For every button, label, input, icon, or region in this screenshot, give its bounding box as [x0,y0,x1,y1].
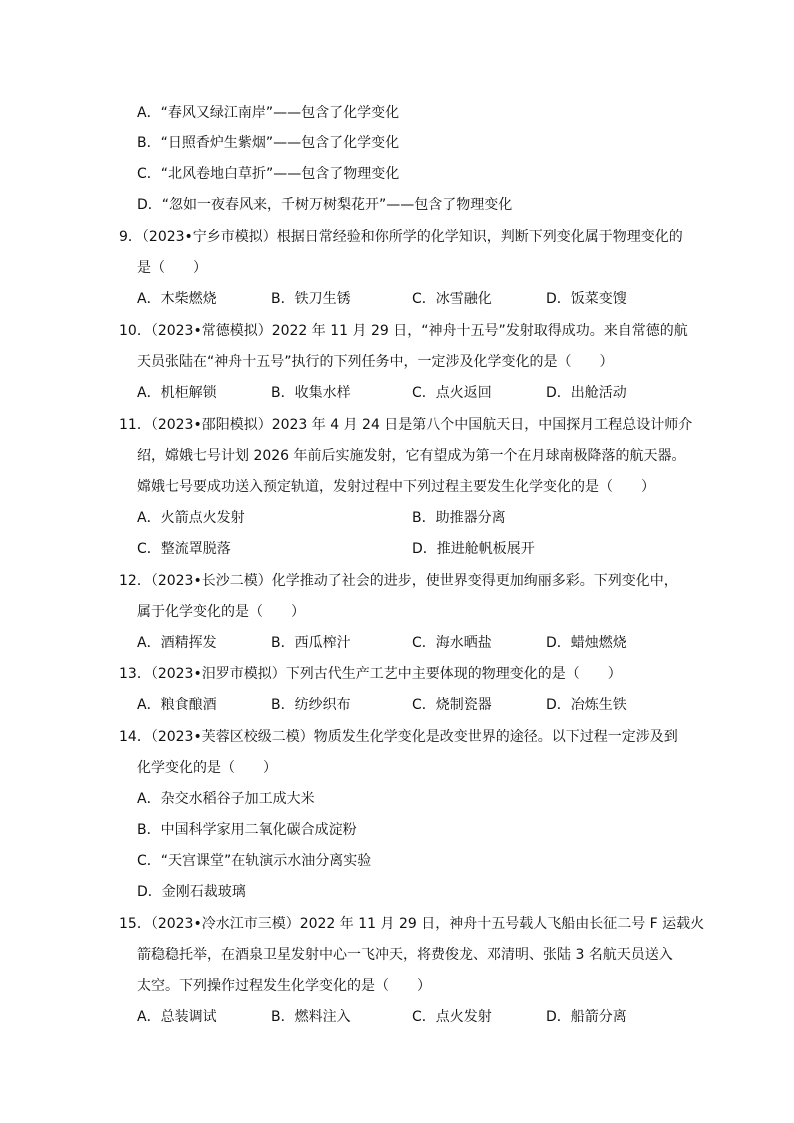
q8-option-b: B．“日照香炉生紫烟”——包含了化学变化 [137,135,400,151]
q14-option-d: D．金刚石裁玻璃 [137,884,246,900]
q13-option-b: B．纺纱织布 [271,697,351,713]
q15-option-d: D．船箭分离 [546,1009,627,1025]
q9-option-c: C．冰雪融化 [412,291,492,307]
q10-stem-line-1: 10．（2023•常德模拟）2022 年 11 月 29 日，“神舟十五号”发射取得成功。来自常德的航 [119,323,688,339]
q15-stem-line-3: 太空。下列操作过程发生化学变化的是（ ） [137,978,431,994]
q11-stem-line-1: 11．（2023•邵阳模拟）2023 年 4 月 24 日是第八个中国航天日，中国探月工程总设计师介 [119,417,693,433]
q12-option-c: C．海水晒盐 [412,635,492,651]
q13-stem-line-1: 13．（2023•汨罗市模拟）下列古代生产工艺中主要体现的物理变化的是（ ） [119,666,622,682]
q15-option-c: C．点火发射 [412,1009,492,1025]
q12-option-d: D．蜡烛燃烧 [546,635,627,651]
q12-option-b: B．西瓜榨汁 [271,635,351,651]
q10-option-a: A．机柜解锁 [137,385,217,401]
q14-option-b: B．中国科学家用二氧化碳合成淀粉 [137,822,357,838]
q10-option-c: C．点火返回 [412,385,492,401]
q11-stem-line-2: 绍，嫦娥七号计划 2026 年前后实施发射，它有望成为第一个在月球南极降落的航天器。 [137,448,686,464]
q13-option-a: A．粮食酿酒 [137,697,217,713]
q13-option-d: D．冶炼生铁 [546,697,627,713]
q12-stem-line-1: 12．（2023•长沙二模）化学推动了社会的进步，使世界变得更加绚丽多彩。下列变化中， [119,573,678,589]
q14-option-a: A．杂交水稻谷子加工成大米 [137,791,315,807]
q8-option-a: A．“春风又绿江南岸”——包含了化学变化 [137,105,400,121]
q9-option-d: D．饭菜变馊 [546,291,627,307]
q10-stem-line-2: 天员张陆在“神舟十五号”执行的下列任务中，一定涉及化学变化的是（ ） [137,354,614,370]
q10-option-d: D．出舱活动 [546,385,627,401]
q14-stem-line-2: 化学变化的是（ ） [137,760,277,776]
q11-option-d: D．推进舱帆板展开 [412,541,535,557]
q9-stem-line-2: 是（ ） [137,260,207,276]
q11-option-a: A．火箭点火发射 [137,510,245,526]
q9-option-b: B．铁刀生锈 [271,291,351,307]
q12-stem-line-2: 属于化学变化的是（ ） [137,604,305,620]
q8-option-c: C．“北风卷地白草折”——包含了物理变化 [137,166,400,182]
q15-option-b: B．燃料注入 [271,1009,351,1025]
q15-option-a: A．总装调试 [137,1009,217,1025]
q11-stem-line-3: 嫦娥七号要成功送入预定轨道，发射过程中下列过程主要发生化学变化的是（ ） [137,479,655,495]
q11-option-b: B．助推器分离 [412,510,506,526]
q14-stem-line-1: 14．（2023•芙蓉区校级二模）物质发生化学变化是改变世界的途径。以下过程一定涉及到 [119,729,678,745]
q9-stem-line-1: 9．（2023•宁乡市模拟）根据日常经验和你所学的化学知识，判断下列变化属于物理变化的 [119,229,683,245]
q13-option-c: C．烧制瓷器 [412,697,492,713]
q15-stem-line-1: 15．（2023•冷水江市三模）2022 年 11 月 29 日，神舟十五号载人飞船由长征二号 F 运载火 [119,916,705,932]
q15-stem-line-2: 箭稳稳托举，在酒泉卫星发射中心一飞冲天，将费俊龙、邓清明、张陆 3 名航天员送入 [137,947,673,963]
q11-option-c: C．整流罩脱落 [137,541,231,557]
q10-option-b: B．收集水样 [271,385,351,401]
q12-option-a: A．酒精挥发 [137,635,217,651]
q9-option-a: A．木柴燃烧 [137,291,217,307]
q14-option-c: C．“天宫课堂”在轨演示水油分离实验 [137,853,372,869]
q8-option-d: D．“忽如一夜春风来，千树万树梨花开”——包含了物理变化 [137,197,513,213]
